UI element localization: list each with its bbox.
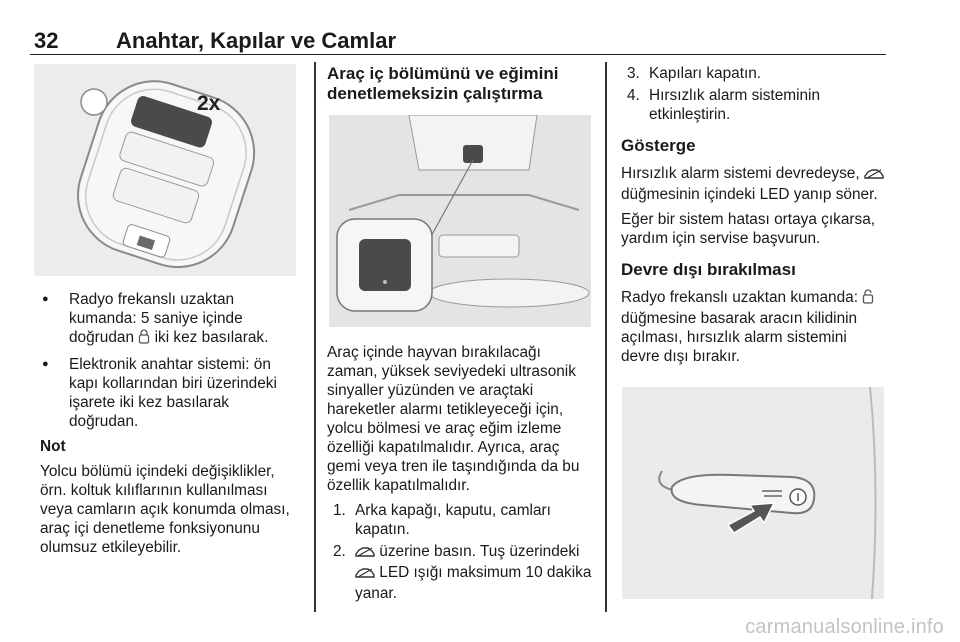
deactivate-heading: Devre dışı bırakılması <box>621 260 796 279</box>
interior-illustration <box>329 115 591 327</box>
middle-column <box>327 64 593 112</box>
middle-paragraph: Araç içinde hayvan bırakılacağı zaman, yüksek seviyedeki ultrasonik sinyaller yüzünden ve araçtaki hareketler alarmı tetikleyeceği için, yolcu bölmesi ve araç eğim izleme özelliği kapatılmalıdır. Ayrıca, araç gemi veya tren ile taşındığında da bu özellik kapatılmalıdır. <box>327 344 580 494</box>
activation-method-list <box>40 290 302 431</box>
indicator-heading: Gösterge <box>621 136 696 155</box>
key-fob-illustration <box>34 64 296 276</box>
lock-icon <box>138 329 150 349</box>
column-divider-left <box>314 62 316 612</box>
list-item: ● Elektronik anahtar sistemi: ön kapı kollarından biri üzerindeki işarete iki kez basılarak doğrudan. <box>40 355 302 431</box>
car-alarm-icon <box>355 544 375 563</box>
list-item: 4. Hırsızlık alarm sisteminin etkinleştirin. <box>627 87 821 123</box>
note-title: Not <box>40 438 66 455</box>
left-column <box>40 290 302 563</box>
column-divider-right <box>605 62 607 612</box>
deactivate-paragraph: Radyo frekanslı uzaktan kumanda: düğmesine basarak aracın kilidinin açılması, hırsızlık alarm sistemini devre dışı bırakır. <box>621 288 887 366</box>
list-item: ● Radyo frekanslı uzaktan kumanda: 5 saniye içinde doğrudan iki kez basılarak. <box>40 290 302 349</box>
error-paragraph: Eğer bir sistem hatası ortaya çıkarsa, yardım için servise başvurun. <box>621 211 876 247</box>
middle-column-body <box>327 343 595 609</box>
key-fob-figure <box>34 64 296 276</box>
page-header <box>30 28 886 55</box>
interior-button-figure <box>329 115 591 327</box>
car-alarm-icon <box>864 166 884 185</box>
door-handle-figure <box>622 387 884 599</box>
car-alarm-icon <box>355 565 375 584</box>
press-count-label: 2x <box>197 92 221 115</box>
note-text: Yolcu bölümü içindeki değişiklikler, örn. koltuk kılıflarının kullanılması veya camların açık konumda olması, araç içi denetleme fonksiyonunu olumsuz etkileyebilir. <box>40 463 290 556</box>
section-heading: Araç iç bölümünü ve eğimini denetlemeksizin çalıştırma <box>327 64 559 103</box>
page-number: 32 <box>34 28 59 53</box>
list-item: 1. Arka kapağı, kaputu, camları kapatın. <box>333 502 551 538</box>
indicator-paragraph: Hırsızlık alarm sistemi devredeyse, düğmesinin içindeki LED yanıp söner. <box>621 164 887 204</box>
middle-steps-list <box>327 501 595 603</box>
door-handle-illustration <box>622 387 884 599</box>
list-item: 2. üzerine basın. Tuş üzerindeki LED ışığı maksimum 10 dakika yanar. <box>333 543 592 602</box>
list-item: 3. Kapıları kapatın. <box>627 65 762 82</box>
right-column <box>621 64 887 372</box>
watermark: carmanualsonline.info <box>745 616 944 638</box>
right-steps-list <box>621 64 887 124</box>
chapter-title: Anahtar, Kapılar ve Camlar <box>116 28 397 53</box>
unlock-icon <box>862 289 874 309</box>
